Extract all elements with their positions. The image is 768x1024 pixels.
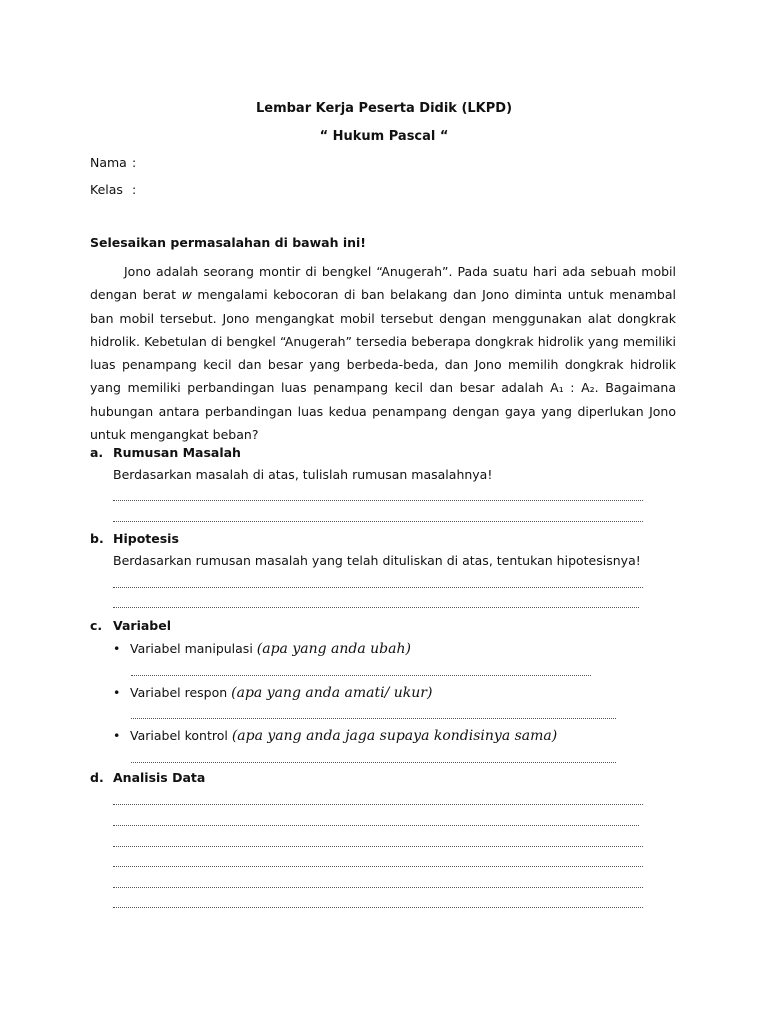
section-title: Rumusan Masalah [113, 445, 241, 460]
bullet-dot: • [113, 641, 121, 656]
hipotesis-prompt: Berdasarkan rumusan masalah yang telah dituliskan di atas, tentukan hipotesisnya! [113, 553, 641, 568]
bullet-dot: • [113, 728, 121, 743]
bullet-dot: • [113, 685, 121, 700]
kelas-label: Kelas [90, 182, 123, 197]
section-title: Hipotesis [113, 531, 179, 546]
answer-line-a1[interactable] [113, 500, 643, 501]
problem-story [90, 260, 676, 446]
answer-line-a2[interactable] [113, 521, 643, 522]
bullet-variabel-manipulasi [113, 641, 411, 657]
kelas-colon: : [132, 182, 137, 197]
answer-line-respon[interactable] [131, 718, 616, 719]
bullet-variabel-kontrol [113, 728, 557, 744]
bullet-variabel-respon [113, 685, 432, 701]
section-hipotesis [90, 531, 179, 546]
bullet-hint: (apa yang anda amati/ ukur) [231, 685, 433, 701]
story-part-1: Jono adalah seorang montir di bengkel “Anugerah”. Pada suatu hari ada sebuah mobil dengan berat [90, 264, 676, 303]
nama-colon: : [132, 155, 137, 170]
answer-line-d5[interactable] [113, 887, 643, 888]
answer-line-kontrol[interactable] [131, 762, 616, 763]
section-letter: c. [90, 618, 103, 633]
instruction-heading: Selesaikan permasalahan di bawah ini! [90, 235, 367, 250]
section-title: Analisis Data [113, 770, 206, 785]
answer-line-b2[interactable] [113, 607, 639, 608]
weight-symbol: w [181, 287, 192, 303]
worksheet-title: Lembar Kerja Peserta Didik (LKPD) [255, 101, 513, 116]
bullet-label: Variabel kontrol [130, 728, 228, 743]
worksheet-subtitle: “ Hukum Pascal “ [319, 129, 449, 144]
nama-label: Nama [90, 155, 127, 170]
answer-line-d6[interactable] [113, 907, 643, 908]
answer-line-d3[interactable] [113, 846, 643, 847]
section-title: Variabel [113, 618, 172, 633]
section-letter: a. [90, 445, 104, 460]
section-letter: b. [90, 531, 104, 546]
answer-line-manipulasi[interactable] [131, 675, 591, 676]
story-part-2: mengalami kebocoran di ban belakang dan Jono diminta untuk menambal ban mobil tersebut. Jono mengangkat mobil tersebut dengan menggunakan alat dongkrak hidrolik. Kebetulan di bengkel “Anugerah” tersedia beberapa dongkrak hidrolik yang memiliki luas penampang kecil dan besar yang berbeda-beda, dan Jono memilih dongkrak hidrolik yang memiliki perbandingan luas penampang kecil dan besar adalah A₁ : A₂. Bagaimana hubungan antara perbandingan luas kedua penampang dengan gaya yang diperlukan Jono untuk mengangkat beban? [90, 287, 676, 443]
bullet-hint: (apa yang anda ubah) [256, 641, 411, 657]
section-variabel [90, 618, 171, 633]
answer-line-d4[interactable] [113, 866, 643, 867]
nama-field[interactable] [90, 155, 136, 170]
section-letter: d. [90, 770, 104, 785]
answer-line-d1[interactable] [113, 804, 643, 805]
answer-line-b1[interactable] [113, 587, 643, 588]
section-analisis-data [90, 770, 205, 785]
bullet-label: Variabel manipulasi [130, 641, 253, 656]
rumusan-masalah-prompt: Berdasarkan masalah di atas, tulislah rumusan masalahnya! [113, 467, 493, 482]
section-rumusan-masalah [90, 445, 241, 460]
answer-line-d2[interactable] [113, 825, 639, 826]
bullet-hint: (apa yang anda jaga supaya kondisinya sama) [231, 728, 558, 744]
kelas-field[interactable] [90, 182, 136, 197]
bullet-label: Variabel respon [130, 685, 228, 700]
